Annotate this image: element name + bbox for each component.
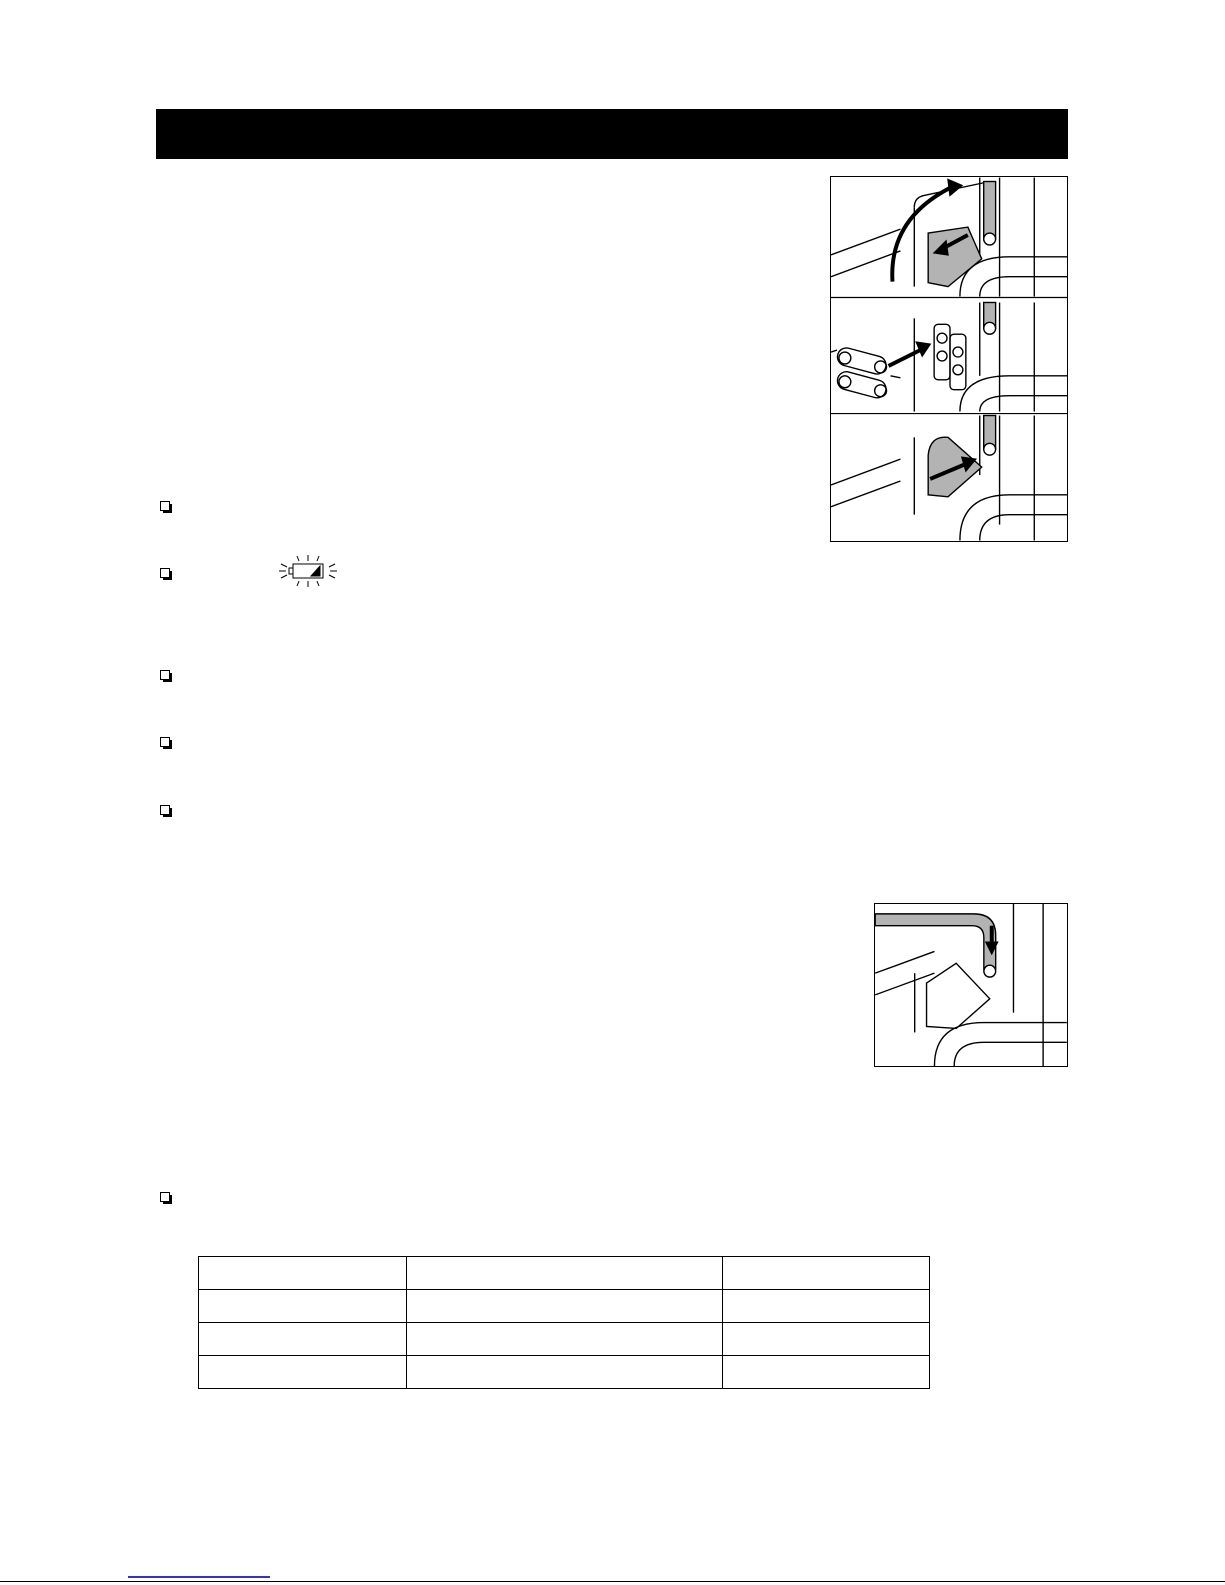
table-cell [407, 1257, 723, 1290]
open-cover-step [831, 178, 1067, 297]
cable-connection-illustration [875, 904, 1067, 1066]
close-cover-step [831, 416, 1067, 541]
bullet-checkbox [160, 737, 170, 747]
battery-installation-figure [830, 176, 1068, 542]
footer-divider [0, 1581, 1225, 1582]
bullet-checkbox [160, 805, 170, 815]
table-cell [199, 1356, 407, 1389]
table-cell [723, 1323, 930, 1356]
table-row [199, 1356, 930, 1389]
table-cell [199, 1323, 407, 1356]
table-row [199, 1323, 930, 1356]
table-row [199, 1257, 930, 1290]
table-cell [407, 1323, 723, 1356]
bullet-checkbox [160, 568, 170, 578]
table-cell [199, 1257, 407, 1290]
footer-link[interactable] [128, 1576, 270, 1578]
insert-batteries-step [831, 302, 1067, 411]
table-cell [407, 1356, 723, 1389]
cable-connection-figure [874, 903, 1068, 1067]
table-cell [199, 1290, 407, 1323]
table-cell [723, 1290, 930, 1323]
table-cell [407, 1290, 723, 1323]
bullet-checkbox [160, 1192, 170, 1202]
low-battery-icon [277, 554, 339, 588]
bullet-checkbox [160, 501, 170, 511]
section-header-bar [156, 109, 1068, 159]
specification-table [198, 1256, 930, 1389]
bullet-checkbox [160, 670, 170, 680]
table-cell [723, 1257, 930, 1290]
section-title [156, 121, 170, 146]
battery-installation-illustration [831, 177, 1067, 541]
table-cell [723, 1356, 930, 1389]
table-row [199, 1290, 930, 1323]
